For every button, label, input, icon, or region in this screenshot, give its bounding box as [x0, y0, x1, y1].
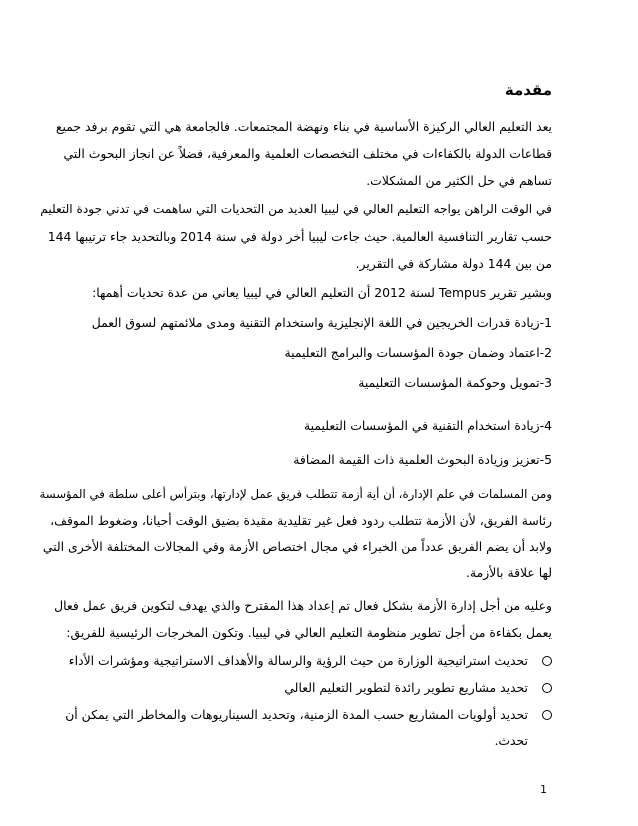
paragraph-2-line-3: من بين 144 دولة مشاركة في التقرير.	[355, 256, 552, 271]
challenge-5: 5-تعزيز وزيادة البحوث العلمية ذات القيمة المضافة	[293, 452, 552, 467]
challenge-1: 1-زيادة قدرات الخريجين في اللغة الإنجليزية واستخدام التقنية ومدى ملائمتهم لسوق العمل	[91, 315, 552, 330]
paragraph-3: وبشير تقرير Tempus لسنة 2012 أن التعليم العالي في ليبيا يعاني من عدة تحديات أهمها:	[92, 285, 552, 300]
bullet-circle-icon	[542, 683, 552, 693]
challenge-3: 3-تمويل وحوكمة المؤسسات التعليمية	[358, 375, 552, 390]
output-item-3-continued: تحدث.	[494, 733, 528, 748]
paragraph-5-line-2: يعمل بكفاءة من أجل تطوير منظومة التعليم العالي في ليبيا. وتكون المخرجات الرئيسية للفريق:	[66, 625, 552, 640]
paragraph-1-line-1: يعد التعليم العالي الركيزة الأساسية في بناء ونهضة المجتمعات. فالجامعة هي التي تقوم برفد جميع	[55, 119, 552, 134]
challenge-2: 2-اعتماد وضمان جودة المؤسسات والبرامج التعليمية	[284, 345, 552, 360]
paragraph-1-line-2: قطاعات الدولة بالكفاءات في مختلف التخصصات العلمية والمعرفية، فضلاً عن انجاز البحوث التي	[63, 146, 552, 161]
bullet-circle-icon	[542, 710, 552, 720]
output-item-2: تحديد مشاريع تطوير رائدة لتطوير التعليم العالي	[284, 680, 528, 695]
page-number: 1	[540, 783, 547, 796]
paragraph-4-line-3: ولابد أن يضم الفريق عدداً من الخبراء في مجال اختصاص الأزمة وفي المجالات المختلفة الأخرى التي	[42, 539, 552, 554]
paragraph-5-line-1: وعليه من أجل إدارة الأزمة بشكل فعال تم إعداد هذا المقترح والذي يهدف لتكوين فريق عمل فعال	[54, 598, 552, 613]
paragraph-4-line-2: رئاسة الفريق، لأن الأزمة تتطلب ردود فعل غير تقليدية مقيدة بضيق الوقت أحيانا، وضغوط الموقف،	[50, 513, 552, 528]
challenge-4: 4-زيادة استخدام التقنية في المؤسسات التعليمية	[303, 418, 552, 433]
paragraph-1-line-3: تساهم في حل الكثير من المشكلات.	[366, 173, 552, 188]
paragraph-2-line-2: حسب تقارير التنافسية العالمية. حيث جاءت ليبيا أخر دولة في سنة 2014 وبالتحديد جاء ترتيبها 144	[47, 229, 552, 244]
paragraph-2-line-1: في الوقت الراهن يواجه التعليم العالي في ليبيا العديد من التحديات التي ساهمت في تدني جودة التعليم	[40, 202, 552, 216]
paragraph-4-line-1: ومن المسلمات في علم الإدارة، أن أية أزمة تتطلب فريق عمل لإدارتها، وبترأس أعلى سلطة في المؤسسة	[39, 487, 552, 501]
output-item-3: تحديد أولويات المشاريع حسب المدة الزمنية، وتحديد السيناريوهات والمخاطر التي يمكن أن	[65, 707, 528, 722]
page-title: مقدمة	[504, 81, 552, 99]
paragraph-4-line-4: لها علاقة بالأزمة.	[466, 565, 552, 580]
bullet-circle-icon	[542, 656, 552, 666]
output-item-1: تحديث استراتيجية الوزارة من حيث الرؤية والرسالة والأهداف الاستراتيجية ومؤشرات الأداء	[68, 653, 528, 668]
